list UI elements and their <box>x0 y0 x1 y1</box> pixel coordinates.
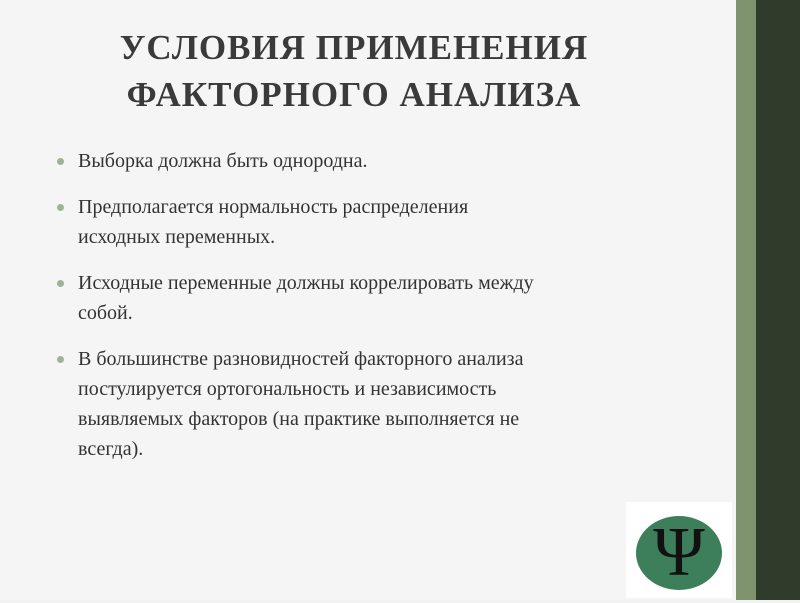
psi-symbol: Ψ <box>653 514 705 591</box>
bullet-text-line: Выборка должна быть однородна. <box>78 150 368 172</box>
bullet-text-line: исходных переменных. <box>78 226 276 248</box>
bullet-text-line: Исходные переменные должны коррелировать между <box>78 272 534 294</box>
bullet-dot-icon <box>57 356 64 363</box>
psi-icon <box>626 502 732 598</box>
logo-card <box>626 502 732 598</box>
bullet-item <box>53 192 678 252</box>
bullet-text-line: собой. <box>78 302 133 324</box>
bullet-text-line: Предполагается нормальность распределения <box>78 196 469 218</box>
bullet-dot-icon <box>57 280 64 287</box>
slide-title-line: УСЛОВИЯ ПРИМЕНЕНИЯ <box>119 28 589 67</box>
bullet-dot-icon <box>57 204 64 211</box>
bullet-text-line: всегда). <box>78 438 144 460</box>
bullet-list <box>53 146 703 480</box>
slide-title-line: ФАКТОРНОГО АНАЛИЗА <box>126 75 582 114</box>
bullet-item <box>53 268 678 328</box>
decorative-stripe-dark <box>756 0 800 600</box>
bullet-item <box>53 344 678 464</box>
bullet-text-line: В большинстве разновидностей факторного анализа <box>78 348 524 370</box>
decorative-stripe-light <box>736 0 756 600</box>
slide-title <box>54 24 654 118</box>
bullet-text-line: постулируется ортогональность и независимость <box>78 378 497 400</box>
bullet-dot-icon <box>57 158 64 165</box>
bullet-item <box>53 146 678 176</box>
bullet-text-line: выявляемых факторов (на практике выполняется не <box>78 408 520 430</box>
